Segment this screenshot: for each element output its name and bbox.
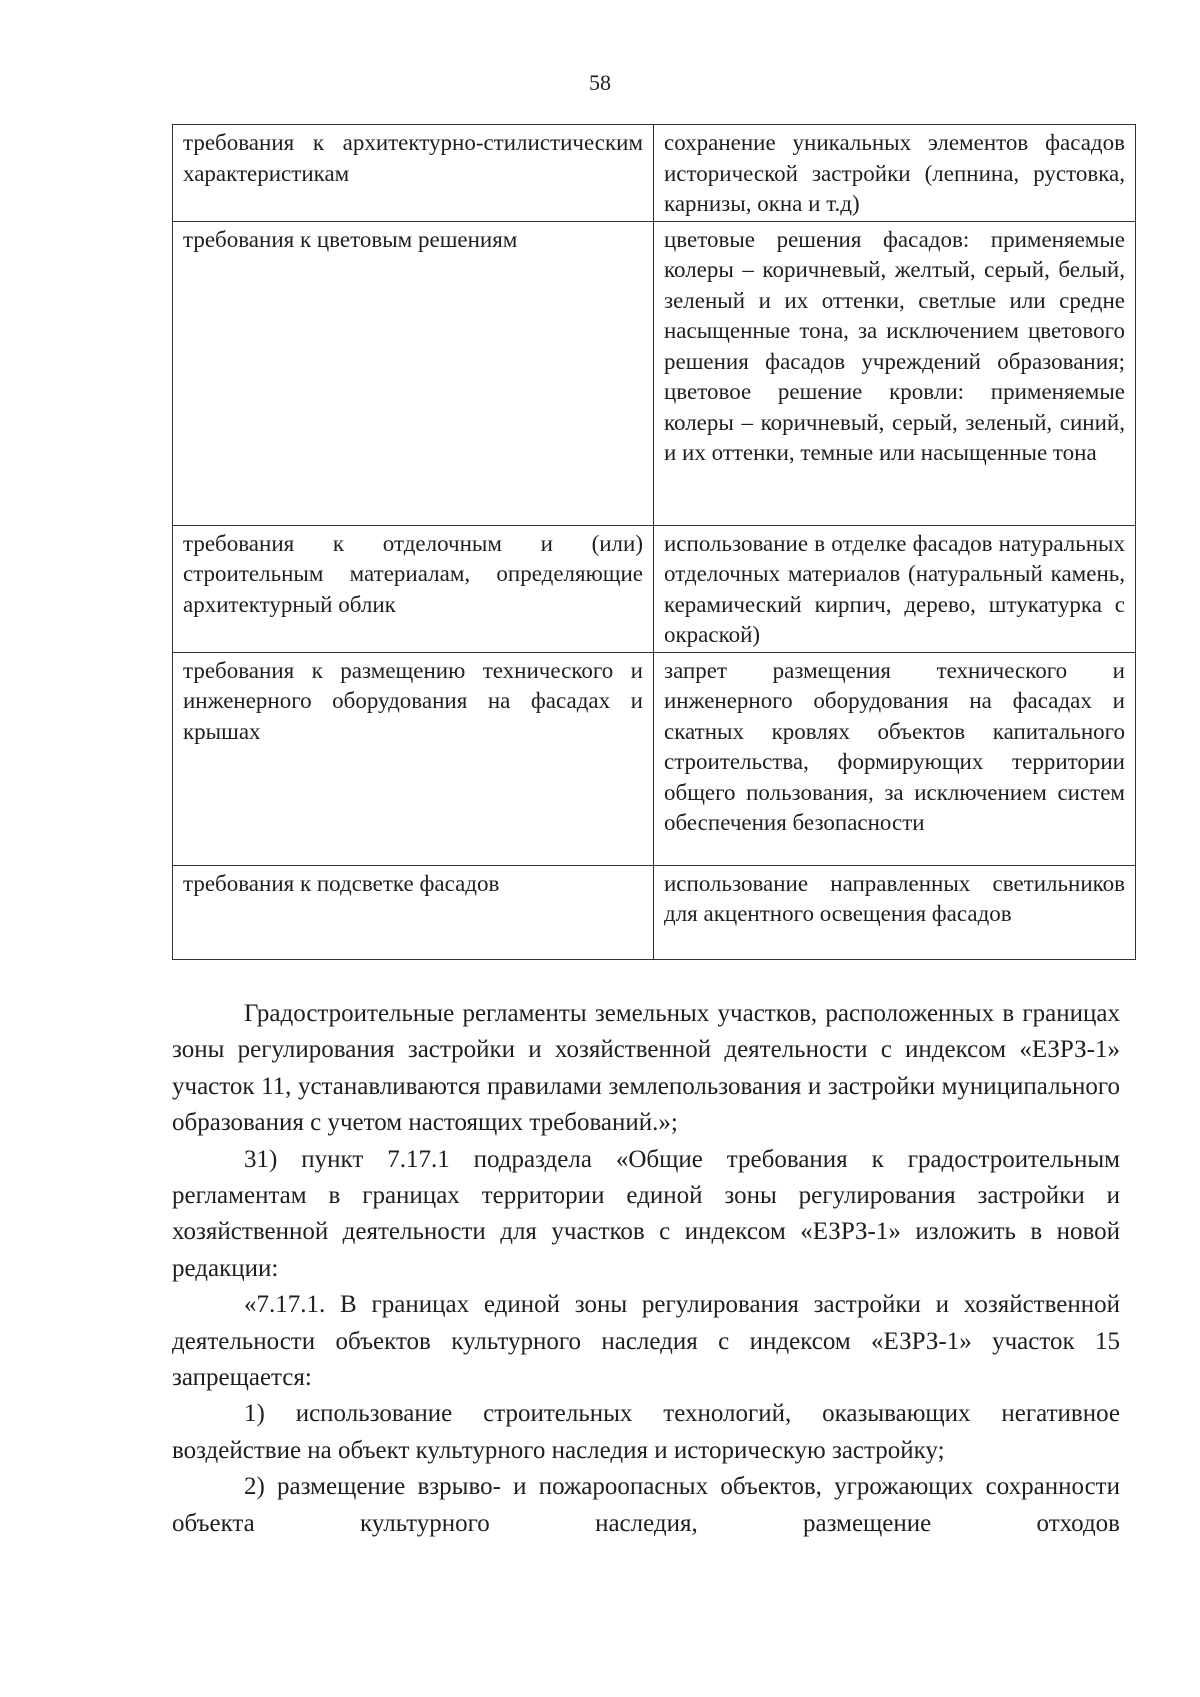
- table-row: [173, 865, 1136, 959]
- value-cell: цветовые решения фасадов: применяемые колеры – коричневый, желтый, серый, белый, зеленый и их оттенки, светлые или средне насыщенные тона, за исключением цветового решения фасадов учреждений образования; цветовое решение кровли: применяемые колеры – коричневый, серый, зеленый, синий, и их оттенки, темные или насыщенные тона: [654, 221, 1136, 525]
- table-row: [173, 125, 1136, 222]
- body-text: [172, 996, 1120, 1542]
- paragraph: Градостроительные регламенты земельных участков, расположенных в границах зоны регулирования застройки и хозяйственной деятельности с индексом «ЕЗРЗ-1» участок 11, устанавливаются правилами землепользования и застройки муниципального образования с учетом настоящих требований.»;: [172, 1000, 1120, 1137]
- requirement-cell: требования к цветовым решениям: [173, 221, 654, 525]
- value-cell: использование направленных светильников для акцентного освещения фасадов: [654, 865, 1136, 959]
- requirement-cell: требования к размещению технического и инженерного оборудования на фасадах и крышах: [173, 652, 654, 865]
- value-cell: сохранение уникальных элементов фасадов исторической застройки (лепнина, рустовка, карнизы, окна и т.д): [654, 125, 1136, 222]
- table-row: [173, 221, 1136, 525]
- page-number: 58: [589, 70, 611, 95]
- table-row: [173, 652, 1136, 865]
- paragraph: 31) пункт 7.17.1 подраздела «Общие требования к градостроительным регламентам в границах территории единой зоны регулирования застройки и хозяйственной деятельности для участков с индексом «ЕЗРЗ-1» изложить в новой редакции:: [172, 1145, 1120, 1282]
- paragraph: 1) использование строительных технологий, оказывающих негативное воздействие на объект культурного наследия и историческую застройку;: [172, 1400, 1120, 1464]
- requirement-cell: требования к отделочным и (или) строительным материалам, определяющие архитектурный облик: [173, 525, 654, 652]
- requirements-table: [172, 124, 1136, 960]
- requirement-cell: требования к архитектурно-стилистическим характеристикам: [173, 125, 654, 222]
- value-cell: запрет размещения технического и инженерного оборудования на фасадах и скатных кровлях объектов капитального строительства, формирующих территории общего пользования, за исключением систем обеспечения безопасности: [654, 652, 1136, 865]
- value-cell: использование в отделке фасадов натуральных отделочных материалов (натуральный камень, керамический кирпич, дерево, штукатурка с окраской): [654, 525, 1136, 652]
- requirement-cell: требования к подсветке фасадов: [173, 865, 654, 959]
- paragraph: «7.17.1. В границах единой зоны регулирования застройки и хозяйственной деятельности объектов культурного наследия с индексом «ЕЗРЗ-1» участок 15 запрещается:: [172, 1291, 1120, 1392]
- table-row: [173, 525, 1136, 652]
- paragraph: 2) размещение взрыво- и пожароопасных объектов, угрожающих сохранности объекта культурного наследия, размещение отходов: [172, 1473, 1120, 1537]
